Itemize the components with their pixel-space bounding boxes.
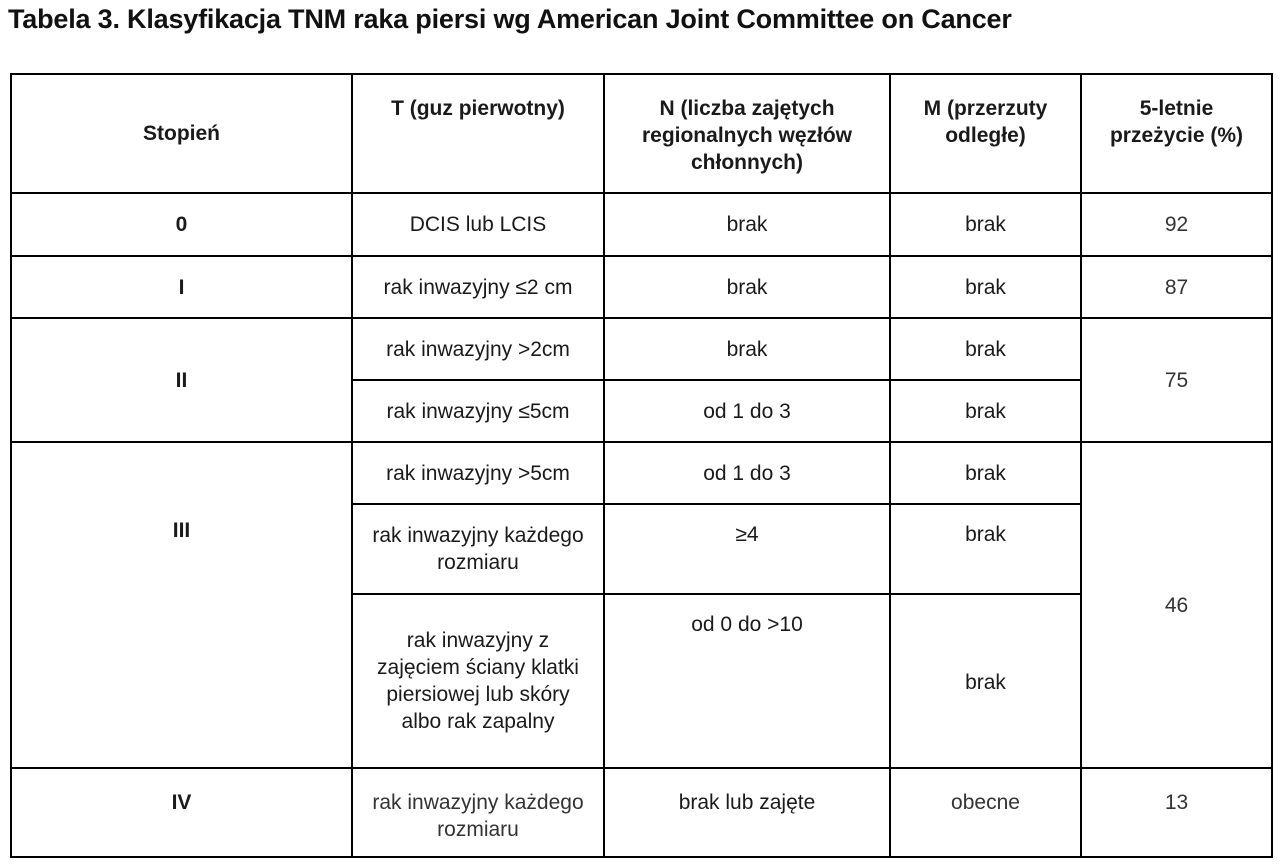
stage-cell: IV bbox=[11, 768, 352, 857]
t-cell: rak inwazyjny każdego rozmiaru bbox=[352, 768, 604, 857]
t-cell: rak inwazyjny ≤2 cm bbox=[352, 256, 604, 318]
n-cell: ≥4 bbox=[604, 504, 890, 594]
header-n: N (liczba zajętych regionalnych węzłów chłonnych) bbox=[604, 74, 890, 193]
table-title: Tabela 3. Klasyfikacja TNM raka piersi wg American Joint Committee on Cancer bbox=[8, 4, 1012, 34]
n-cell: od 1 do 3 bbox=[604, 442, 890, 504]
table-row bbox=[11, 318, 1272, 380]
t-cell: rak inwazyjny >5cm bbox=[352, 442, 604, 504]
n-cell: brak bbox=[604, 256, 890, 318]
survival-cell: 75 bbox=[1081, 318, 1272, 442]
table-row bbox=[11, 442, 1272, 504]
m-cell: brak bbox=[890, 504, 1081, 594]
m-cell: brak bbox=[890, 442, 1081, 504]
survival-cell: 13 bbox=[1081, 768, 1272, 857]
stage-cell: III bbox=[11, 442, 352, 768]
t-cell: rak inwazyjny każdego rozmiaru bbox=[352, 504, 604, 594]
stage-cell: I bbox=[11, 256, 352, 318]
n-cell: od 1 do 3 bbox=[604, 380, 890, 442]
n-cell: brak lub zajęte bbox=[604, 768, 890, 857]
header-m: M (przerzuty odległe) bbox=[890, 74, 1081, 193]
m-cell: brak bbox=[890, 256, 1081, 318]
t-cell: rak inwazyjny >2cm bbox=[352, 318, 604, 380]
t-cell: rak inwazyjny ≤5cm bbox=[352, 380, 604, 442]
header-t: T (guz pierwotny) bbox=[352, 74, 604, 193]
header-survival: 5-letnie przeżycie (%) bbox=[1081, 74, 1272, 193]
stage-cell: II bbox=[11, 318, 352, 442]
n-cell: brak bbox=[604, 193, 890, 256]
header-row bbox=[11, 74, 1272, 193]
m-cell: obecne bbox=[890, 768, 1081, 857]
tnm-table bbox=[10, 73, 1273, 858]
m-cell: brak bbox=[890, 380, 1081, 442]
m-cell: brak bbox=[890, 193, 1081, 256]
t-cell: rak inwazyjny z zajęciem ściany klatki piersiowej lub skóry albo rak zapalny bbox=[352, 594, 604, 768]
m-cell: brak bbox=[890, 318, 1081, 380]
n-cell: od 0 do >10 bbox=[604, 594, 890, 768]
t-cell: DCIS lub LCIS bbox=[352, 193, 604, 256]
header-stage: Stopień bbox=[11, 74, 352, 193]
m-cell: brak bbox=[890, 594, 1081, 768]
survival-cell: 46 bbox=[1081, 442, 1272, 768]
table-row bbox=[11, 256, 1272, 318]
table-row bbox=[11, 193, 1272, 256]
survival-cell: 87 bbox=[1081, 256, 1272, 318]
stage-cell: 0 bbox=[11, 193, 352, 256]
n-cell: brak bbox=[604, 318, 890, 380]
survival-cell: 92 bbox=[1081, 193, 1272, 256]
table-row bbox=[11, 768, 1272, 857]
